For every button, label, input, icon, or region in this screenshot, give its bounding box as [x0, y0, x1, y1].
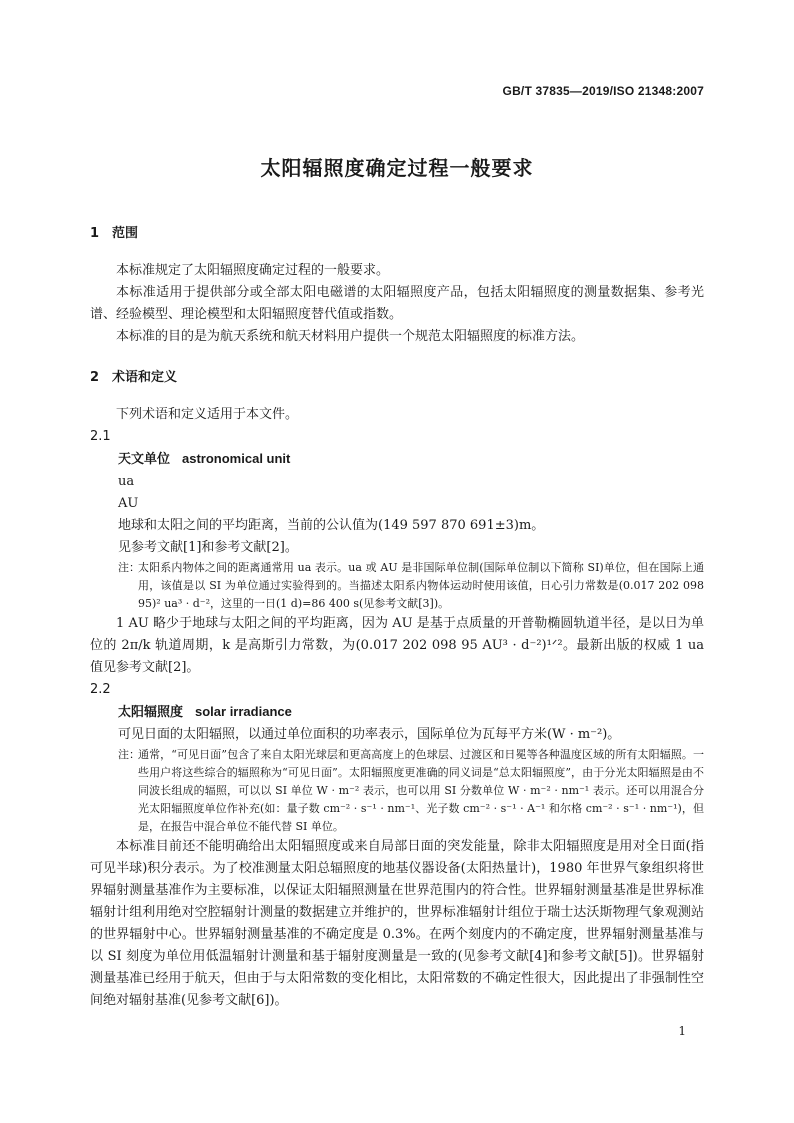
note-label: 注：	[118, 561, 140, 574]
term-2-1-paragraph: 1 AU 略少于地球与太阳之间的平均距离，因为 AU 是基于点质量的开普勒椭圆轨道半径，是以日为单位的 2π/k 轨道周期，k 是高斯引力常数，为(0.017 202 098 95 AU³ · d⁻²)¹ᐟ²。最新出版的权威 1 ua 值见参考文献[2]。	[90, 616, 704, 675]
note-text: 太阳系内物体之间的距离通常用 ua 表示。ua 或 AU 是非国际单位制(国际单位制以下简称 SI)单位，但在国际上通用，该值是以 SI 为单位通过实验得到的。当描述太阳系内物体运动时使用该值，日心引力常数是(0.017 202 098 95)² ua³ · d⁻²，这里的一日(1 d)=86 400 s(见参考文献[3])。	[138, 561, 704, 610]
term-2-2-note	[90, 746, 704, 836]
document-body	[90, 222, 704, 1012]
term-2-1-heading	[90, 448, 704, 471]
scope-paragraph-2: 本标准适用于提供部分或全部太阳电磁谱的太阳辐照度产品，包括太阳辐照度的测量数据集、参考光谱、经验模型、理论模型和太阳辐照度替代值或指数。	[90, 285, 704, 322]
term-2-2-cn: 太阳辐照度	[118, 705, 184, 720]
section-2-heading: 2 术语和定义	[90, 370, 178, 385]
term-2-1-en: astronomical unit	[182, 451, 291, 466]
document-title: 太阳辐照度确定过程一般要求	[260, 156, 534, 180]
scope-paragraph-3: 本标准的目的是为航天系统和航天材料用户提供一个规范太阳辐照度的标准方法。	[116, 329, 585, 344]
note-label: 注：	[118, 748, 140, 761]
term-2-2-paragraph: 本标准目前还不能明确给出太阳辐照度或来自局部日面的突发能量，除非太阳辐照度是用对全日面(指可见半球)积分表示。为了校准测量太阳总辐照度的地基仪器设备(太阳热量计)，1980 年世界气象组织将世界辐射测量基准作为主要标准，以保证太阳辐照测量在世界范围内的符合性。世界辐射测量基准是世界标准辐射计组利用绝对空腔辐射计测量的数据建立并维护的，世界标准辐射计组位于瑞士达沃斯物理气象观测站的世界辐射中心。世界辐射测量基准的不确定度是 0.3%。在两个刻度内的不确定度，世界辐射测量基准与以 SI 刻度为单位用低温辐射计测量和基于辐射度测量是一致的(见参考文献[4]和参考文献[5])。世界辐射测量基准已经用于航天，但由于与太阳常数的变化相比，太阳常数的不确定性很大，因此提出了非强制性空间绝对辐射基准(见参考文献[6])。	[90, 839, 704, 1008]
term-2-1-abbr-ua: ua	[118, 474, 135, 489]
term-2-1-reference: 见参考文献[1]和参考文献[2]。	[118, 540, 298, 555]
standard-code: GB/T 37835—2019/ISO 21348:2007	[502, 84, 704, 98]
note-text: 通常，“可见日面”包含了来自太阳光球层和更高高度上的色球层、过渡区和日冕等各种温度区域的所有太阳辐照。一些用户将这些综合的辐照称为“可见日面”。太阳辐照度更准确的同义词是“总太阳辐照度”，由于分光太阳辐照是由不同波长组成的辐照，可以以 SI 单位 W · m⁻² 表示，也可以用 SI 分数单位 W · m⁻² · nm⁻¹ 表示。还可以用混合分光太阳辐照度单位作补充(如：量子数 cm⁻² · s⁻¹ · nm⁻¹、光子数 cm⁻² · s⁻¹ · A⁻¹ 和尔格 cm⁻² · s⁻¹ · nm⁻¹)，但是，在报告中混合单位不能代替 SI 单位。	[138, 748, 704, 833]
term-2-2-definition: 可见日面的太阳辐照，以通过单位面积的功率表示，国际单位为瓦每平方米(W · m⁻²)。	[118, 727, 621, 742]
term-2-2-en: solar irradiance	[195, 704, 292, 719]
term-2-1-cn: 天文单位	[118, 452, 171, 467]
page-number: 1	[678, 1024, 686, 1038]
term-2-1-definition: 地球和太阳之间的平均距离，当前的公认值为(149 597 870 691±3)m。	[118, 518, 545, 533]
term-2-1-abbr-au: AU	[118, 496, 139, 511]
section-1-heading: 1 范围	[90, 226, 139, 241]
terms-intro: 下列术语和定义适用于本文件。	[116, 407, 299, 422]
term-2-1-number: 2.1	[90, 429, 111, 444]
term-2-1-note	[90, 559, 704, 613]
term-2-2-heading	[90, 701, 704, 724]
term-2-2-number: 2.2	[90, 682, 111, 697]
scope-paragraph-1: 本标准规定了太阳辐照度确定过程的一般要求。	[116, 263, 390, 278]
